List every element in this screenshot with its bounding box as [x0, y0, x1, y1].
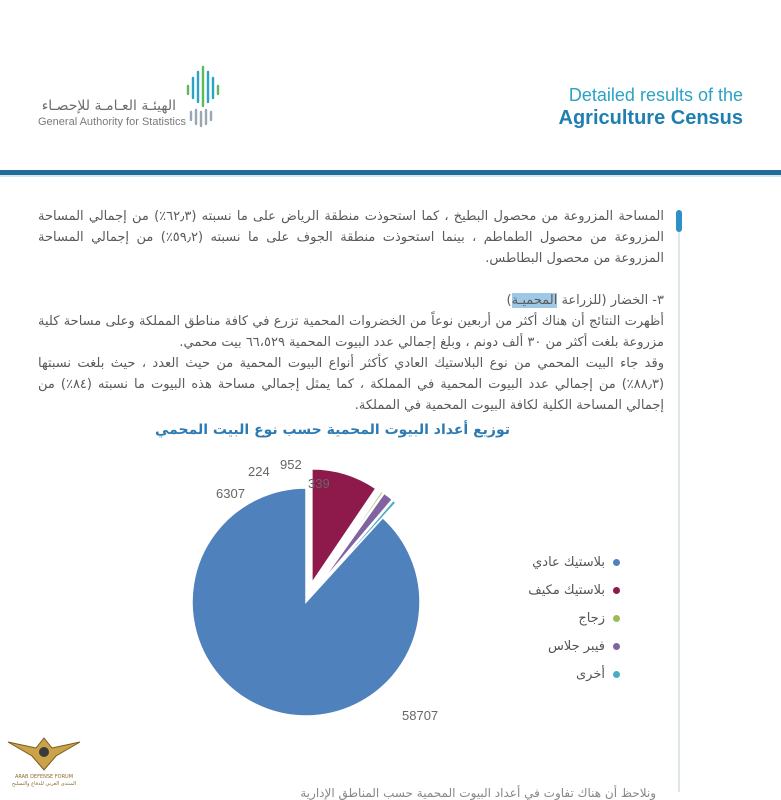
report-title-line2: Agriculture Census [558, 107, 743, 129]
paragraph-plastic-share: وقد جاء البيت المحمي من نوع البلاستيك العادي كأكثر أنواع البيوت المحمية من حيث العدد ، حيث بلغت نسبتها (٨٨٫٣٪) من إجمالي عدد البيوت المحمية في المملكة ، كما يمثل إجمالي مساحة هذه البيوت ما نسبته (٨٤٪) من إجمالي المساحة الكلية لكافة البيوت المحمية في المملكة. [38, 356, 665, 413]
logo-arabic-text: الهيئـة العـامـة للإحصـاء [41, 98, 176, 114]
gastat-logo-mark-icon [184, 64, 224, 128]
legend-swatch-icon [613, 559, 620, 566]
pie-value-label-0: 58707 [402, 708, 439, 723]
legend-item-2 [480, 604, 620, 632]
legend-label: أخرى [576, 666, 605, 682]
legend-item-0 [480, 548, 620, 576]
cut-off-next-line: ونلاحظ أن هناك تفاوت في أعداد البيوت المحمية حسب المناطق الإدارية [300, 786, 656, 800]
legend-item-4 [480, 660, 620, 688]
page-header [0, 0, 781, 170]
pie-slice-0 [192, 488, 420, 716]
legend-item-1 [480, 576, 620, 604]
legend-item-3 [480, 632, 620, 660]
section-heading-prefix: ٣- الخضار (للزراعة [557, 293, 664, 308]
watermark-line2: المنتدى العربي للدفاع والتسليح [11, 781, 77, 787]
logo-english-text: General Authority for Statistics [38, 116, 186, 128]
chart-title: توزيع أعداد البيوت المحمية حسب نوع البيت المحمي [154, 422, 510, 438]
pie-value-label-2: 224 [248, 464, 270, 479]
header-divider-light [0, 175, 781, 177]
paragraph-crops-share: المساحة المزروعة من محصول البطيخ ، كما استحوذت منطقة الرياض على ما نسبته (٦٢٫٣٪) من إجمالي المساحة المزروعة من محصول الطماطم ، بينما استحوذت منطقة الجوف على ما نسبته (٥٩٫٢٪) من إجمالي المساحة المزروعة من محصول البطاطس. [38, 209, 664, 266]
arab-defense-forum-watermark [6, 734, 82, 792]
watermark-text [6, 774, 82, 788]
pie-value-label-1: 6307 [216, 486, 245, 501]
section-heading-vegetables [38, 290, 664, 311]
pie-value-label-3: 952 [280, 457, 302, 472]
watermark-line1: ARAB DEFENSE FORUM [14, 774, 74, 780]
eagle-emblem-icon [6, 734, 82, 774]
legend-label: بلاستيك مكيف [528, 582, 605, 598]
gastat-logo [38, 64, 228, 134]
paragraph-greenhouse-total: أظهرت النتائج أن هناك أكثر من أربعين نوعاً من الخضروات المحمية تزرع في كافة مناطق المملكة وعلى مساحة كلية مزروعة بلغت أكثر من ٣٠ ألف دونم ، وبلغ إجمالي عدد البيوت المحمية ٦٦،٥٢٩ بيت محمي. [38, 314, 664, 350]
report-title-line1: Detailed results of the [568, 85, 743, 105]
body-text [38, 206, 664, 416]
section-heading-suffix: ) [506, 293, 512, 308]
legend-label: فيبر جلاس [547, 638, 605, 654]
pie-value-label-4: 339 [308, 476, 330, 491]
legend-swatch-icon [613, 643, 620, 650]
section-heading-highlight: المحميـة [511, 293, 558, 308]
report-title [559, 84, 743, 130]
legend-label: زجاج [578, 610, 605, 626]
side-accent-marker [676, 210, 682, 232]
legend-swatch-icon [613, 671, 620, 678]
chart-legend [480, 548, 620, 688]
legend-swatch-icon [613, 615, 620, 622]
side-accent-line [678, 210, 680, 792]
legend-swatch-icon [613, 587, 620, 594]
legend-label: بلاستيك عادي [532, 554, 605, 570]
